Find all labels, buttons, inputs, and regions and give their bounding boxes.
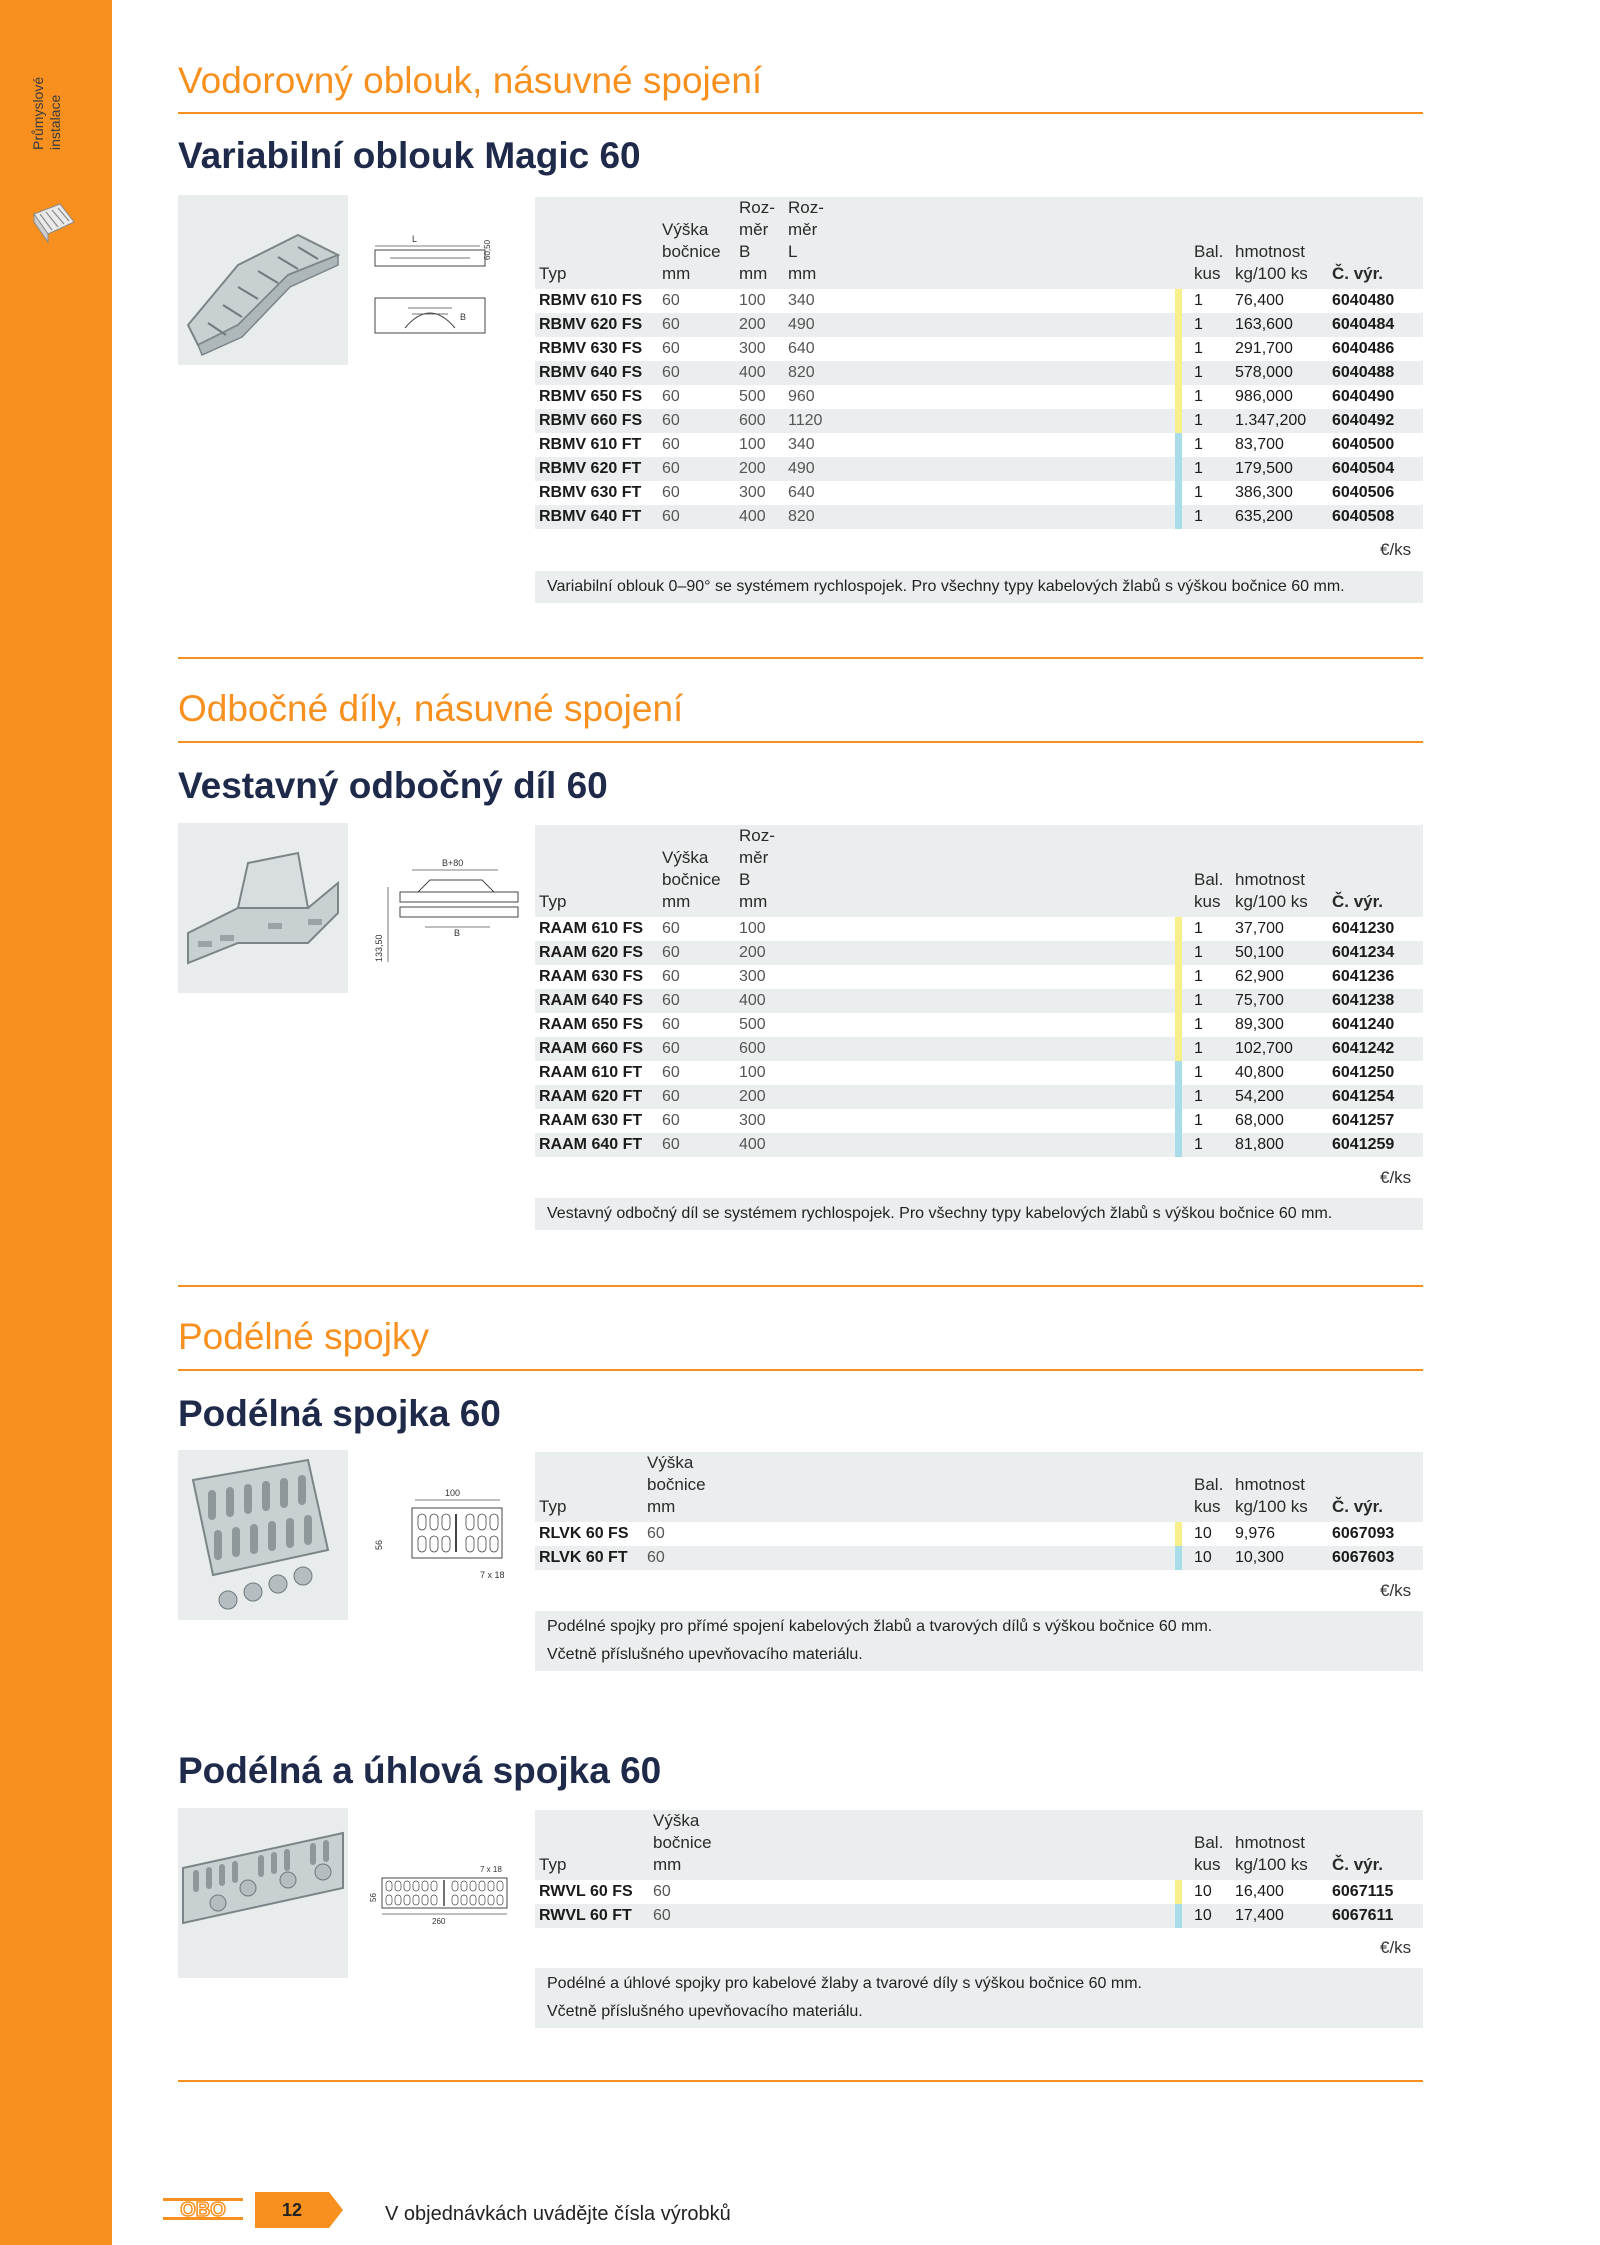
obo-logo bbox=[163, 2194, 243, 2224]
table-row: RBMV 630 FT 60 300 640 1 386,300 6040506 bbox=[535, 481, 1423, 505]
unit-label: €/ks bbox=[1380, 1938, 1412, 1957]
product-note-1: Variabilní oblouk 0–90° se systémem rychlospojek. Pro všechny typy kabelových žlabů s výškou bočnice 60 mm. bbox=[535, 571, 1423, 603]
svg-text:133,50: 133,50 bbox=[374, 934, 384, 962]
table-row: RBMV 620 FT 60 200 490 1 179,500 6040504 bbox=[535, 457, 1423, 481]
product-photo-4 bbox=[178, 1808, 348, 1978]
unit-label: €/ks bbox=[1380, 1168, 1412, 1187]
svg-text:260: 260 bbox=[432, 1917, 446, 1926]
svg-text:OBO: OBO bbox=[180, 2199, 226, 2221]
product-note-4: Podélné a úhlové spojky pro kabelové žlaby a tvarové díly s výškou bočnice 60 mm. Včetně příslušného upevňovacího materiálu. bbox=[535, 1968, 1423, 2028]
product-note-2: Vestavný odbočný díl se systémem rychlospojek. Pro všechny typy kabelových žlabů s výškou bočnice 60 mm. bbox=[535, 1198, 1423, 1230]
product-title-1: Variabilní oblouk Magic 60 bbox=[178, 135, 641, 176]
svg-text:B: B bbox=[460, 312, 467, 322]
svg-text:B: B bbox=[454, 928, 461, 938]
product-title-3: Podélná spojka 60 bbox=[178, 1393, 501, 1434]
table-header: Typ Výška bočnice mm Bal. kus hmotnost kg/100 ks Č. výr. bbox=[535, 1452, 1423, 1522]
table-body bbox=[535, 1522, 1423, 1570]
divider bbox=[178, 2080, 1423, 2082]
svg-text:7 x 18: 7 x 18 bbox=[480, 1865, 502, 1874]
technical-drawing-2 bbox=[370, 852, 520, 962]
product-table-1 bbox=[535, 197, 1423, 529]
table-row: RBMV 620 FS 60 200 490 1 163,600 6040484 bbox=[535, 313, 1423, 337]
table-row: RBMV 610 FS 60 100 340 1 76,400 6040480 bbox=[535, 289, 1423, 313]
footer-text: V objednávkách uvádějte čísla výrobků bbox=[385, 2203, 731, 2225]
table-row: RAAM 630 FS 60 300 1 62,900 6041236 bbox=[535, 965, 1423, 989]
table-row: RAAM 640 FS 60 400 1 75,700 6041238 bbox=[535, 989, 1423, 1013]
table-header: Typ Výška bočnice mm Roz-měr B mm Bal. kus hmotnost kg/100 ks Č. výr. bbox=[535, 825, 1423, 917]
table-row: RAAM 620 FS 60 200 1 50,100 6041234 bbox=[535, 941, 1423, 965]
table-row: RAAM 630 FT 60 300 1 68,000 6041257 bbox=[535, 1109, 1423, 1133]
product-title-2: Vestavný odbočný díl 60 bbox=[178, 765, 608, 806]
table-row: RLVK 60 FT 60 10 10,300 6067603 bbox=[535, 1546, 1423, 1570]
unit-label: €/ks bbox=[1380, 1581, 1412, 1600]
product-title-4: Podélná a úhlová spojka 60 bbox=[178, 1750, 662, 1791]
section-title-1: Vodorovný oblouk, násuvné spojení bbox=[178, 60, 763, 101]
divider bbox=[178, 112, 1423, 114]
sidebar bbox=[0, 0, 112, 2245]
table-row: RBMV 610 FT 60 100 340 1 83,700 6040500 bbox=[535, 433, 1423, 457]
svg-text:56: 56 bbox=[369, 1893, 378, 1902]
product-table-4 bbox=[535, 1810, 1423, 1928]
table-header: Typ Výška bočnice mm Roz-měr B mm Roz-měr L mm Bal. kus hmotnost kg/100 ks Č. výr. bbox=[535, 197, 1423, 289]
sidebar-label: Průmyslové instalace bbox=[30, 76, 63, 150]
table-row: RBMV 640 FS 60 400 820 1 578,000 6040488 bbox=[535, 361, 1423, 385]
svg-text:100: 100 bbox=[445, 1488, 461, 1498]
table-row: RWVL 60 FT 60 10 17,400 6067611 bbox=[535, 1904, 1423, 1928]
table-body bbox=[535, 917, 1423, 1157]
section-title-3: Podélné spojky bbox=[178, 1316, 429, 1357]
table-row: RAAM 640 FT 60 400 1 81,800 6041259 bbox=[535, 1133, 1423, 1157]
product-note-3: Podélné spojky pro přímé spojení kabelových žlabů a tvarových dílů s výškou bočnice 60 mm. Včetně příslušného upevňovacího materiálu. bbox=[535, 1611, 1423, 1671]
technical-drawing-4 bbox=[370, 1860, 510, 1930]
table-row: RAAM 610 FT 60 100 1 40,800 6041250 bbox=[535, 1061, 1423, 1085]
table-row: RAAM 660 FS 60 600 1 102,700 6041242 bbox=[535, 1037, 1423, 1061]
table-row: RLVK 60 FS 60 10 9,976 6067093 bbox=[535, 1522, 1423, 1546]
table-body bbox=[535, 1880, 1423, 1928]
table-body bbox=[535, 289, 1423, 529]
svg-text:56: 56 bbox=[374, 1539, 384, 1550]
table-row: RAAM 620 FT 60 200 1 54,200 6041254 bbox=[535, 1085, 1423, 1109]
svg-text:7 x 18: 7 x 18 bbox=[480, 1570, 505, 1580]
table-row: RBMV 650 FS 60 500 960 1 986,000 6040490 bbox=[535, 385, 1423, 409]
svg-text:L: L bbox=[412, 234, 418, 244]
technical-drawing-1 bbox=[370, 228, 510, 343]
product-table-2 bbox=[535, 825, 1423, 1157]
divider bbox=[178, 657, 1423, 659]
table-row: RBMV 630 FS 60 300 640 1 291,700 6040486 bbox=[535, 337, 1423, 361]
table-row: RAAM 650 FS 60 500 1 89,300 6041240 bbox=[535, 1013, 1423, 1037]
divider bbox=[178, 741, 1423, 743]
unit-label: €/ks bbox=[1380, 540, 1412, 559]
divider bbox=[178, 1369, 1423, 1371]
svg-text:B+80: B+80 bbox=[442, 858, 464, 868]
table-header: Typ Výška bočnice mm Bal. kus hmotnost kg/100 ks Č. výr. bbox=[535, 1810, 1423, 1880]
product-photo-2 bbox=[178, 823, 348, 993]
technical-drawing-3 bbox=[370, 1478, 520, 1588]
product-photo-1 bbox=[178, 195, 348, 365]
cable-tray-icon bbox=[30, 200, 78, 248]
divider bbox=[178, 1285, 1423, 1287]
product-table-3 bbox=[535, 1452, 1423, 1570]
table-row: RBMV 660 FS 60 600 1120 1 1.347,200 6040492 bbox=[535, 409, 1423, 433]
section-title-2: Odbočné díly, násuvné spojení bbox=[178, 688, 684, 729]
svg-text:60,50: 60,50 bbox=[483, 239, 492, 260]
table-row: RAAM 610 FS 60 100 1 37,700 6041230 bbox=[535, 917, 1423, 941]
product-photo-3 bbox=[178, 1450, 348, 1620]
table-row: RWVL 60 FS 60 10 16,400 6067115 bbox=[535, 1880, 1423, 1904]
page-number: 12 bbox=[282, 2200, 303, 2220]
table-row: RBMV 640 FT 60 400 820 1 635,200 6040508 bbox=[535, 505, 1423, 529]
